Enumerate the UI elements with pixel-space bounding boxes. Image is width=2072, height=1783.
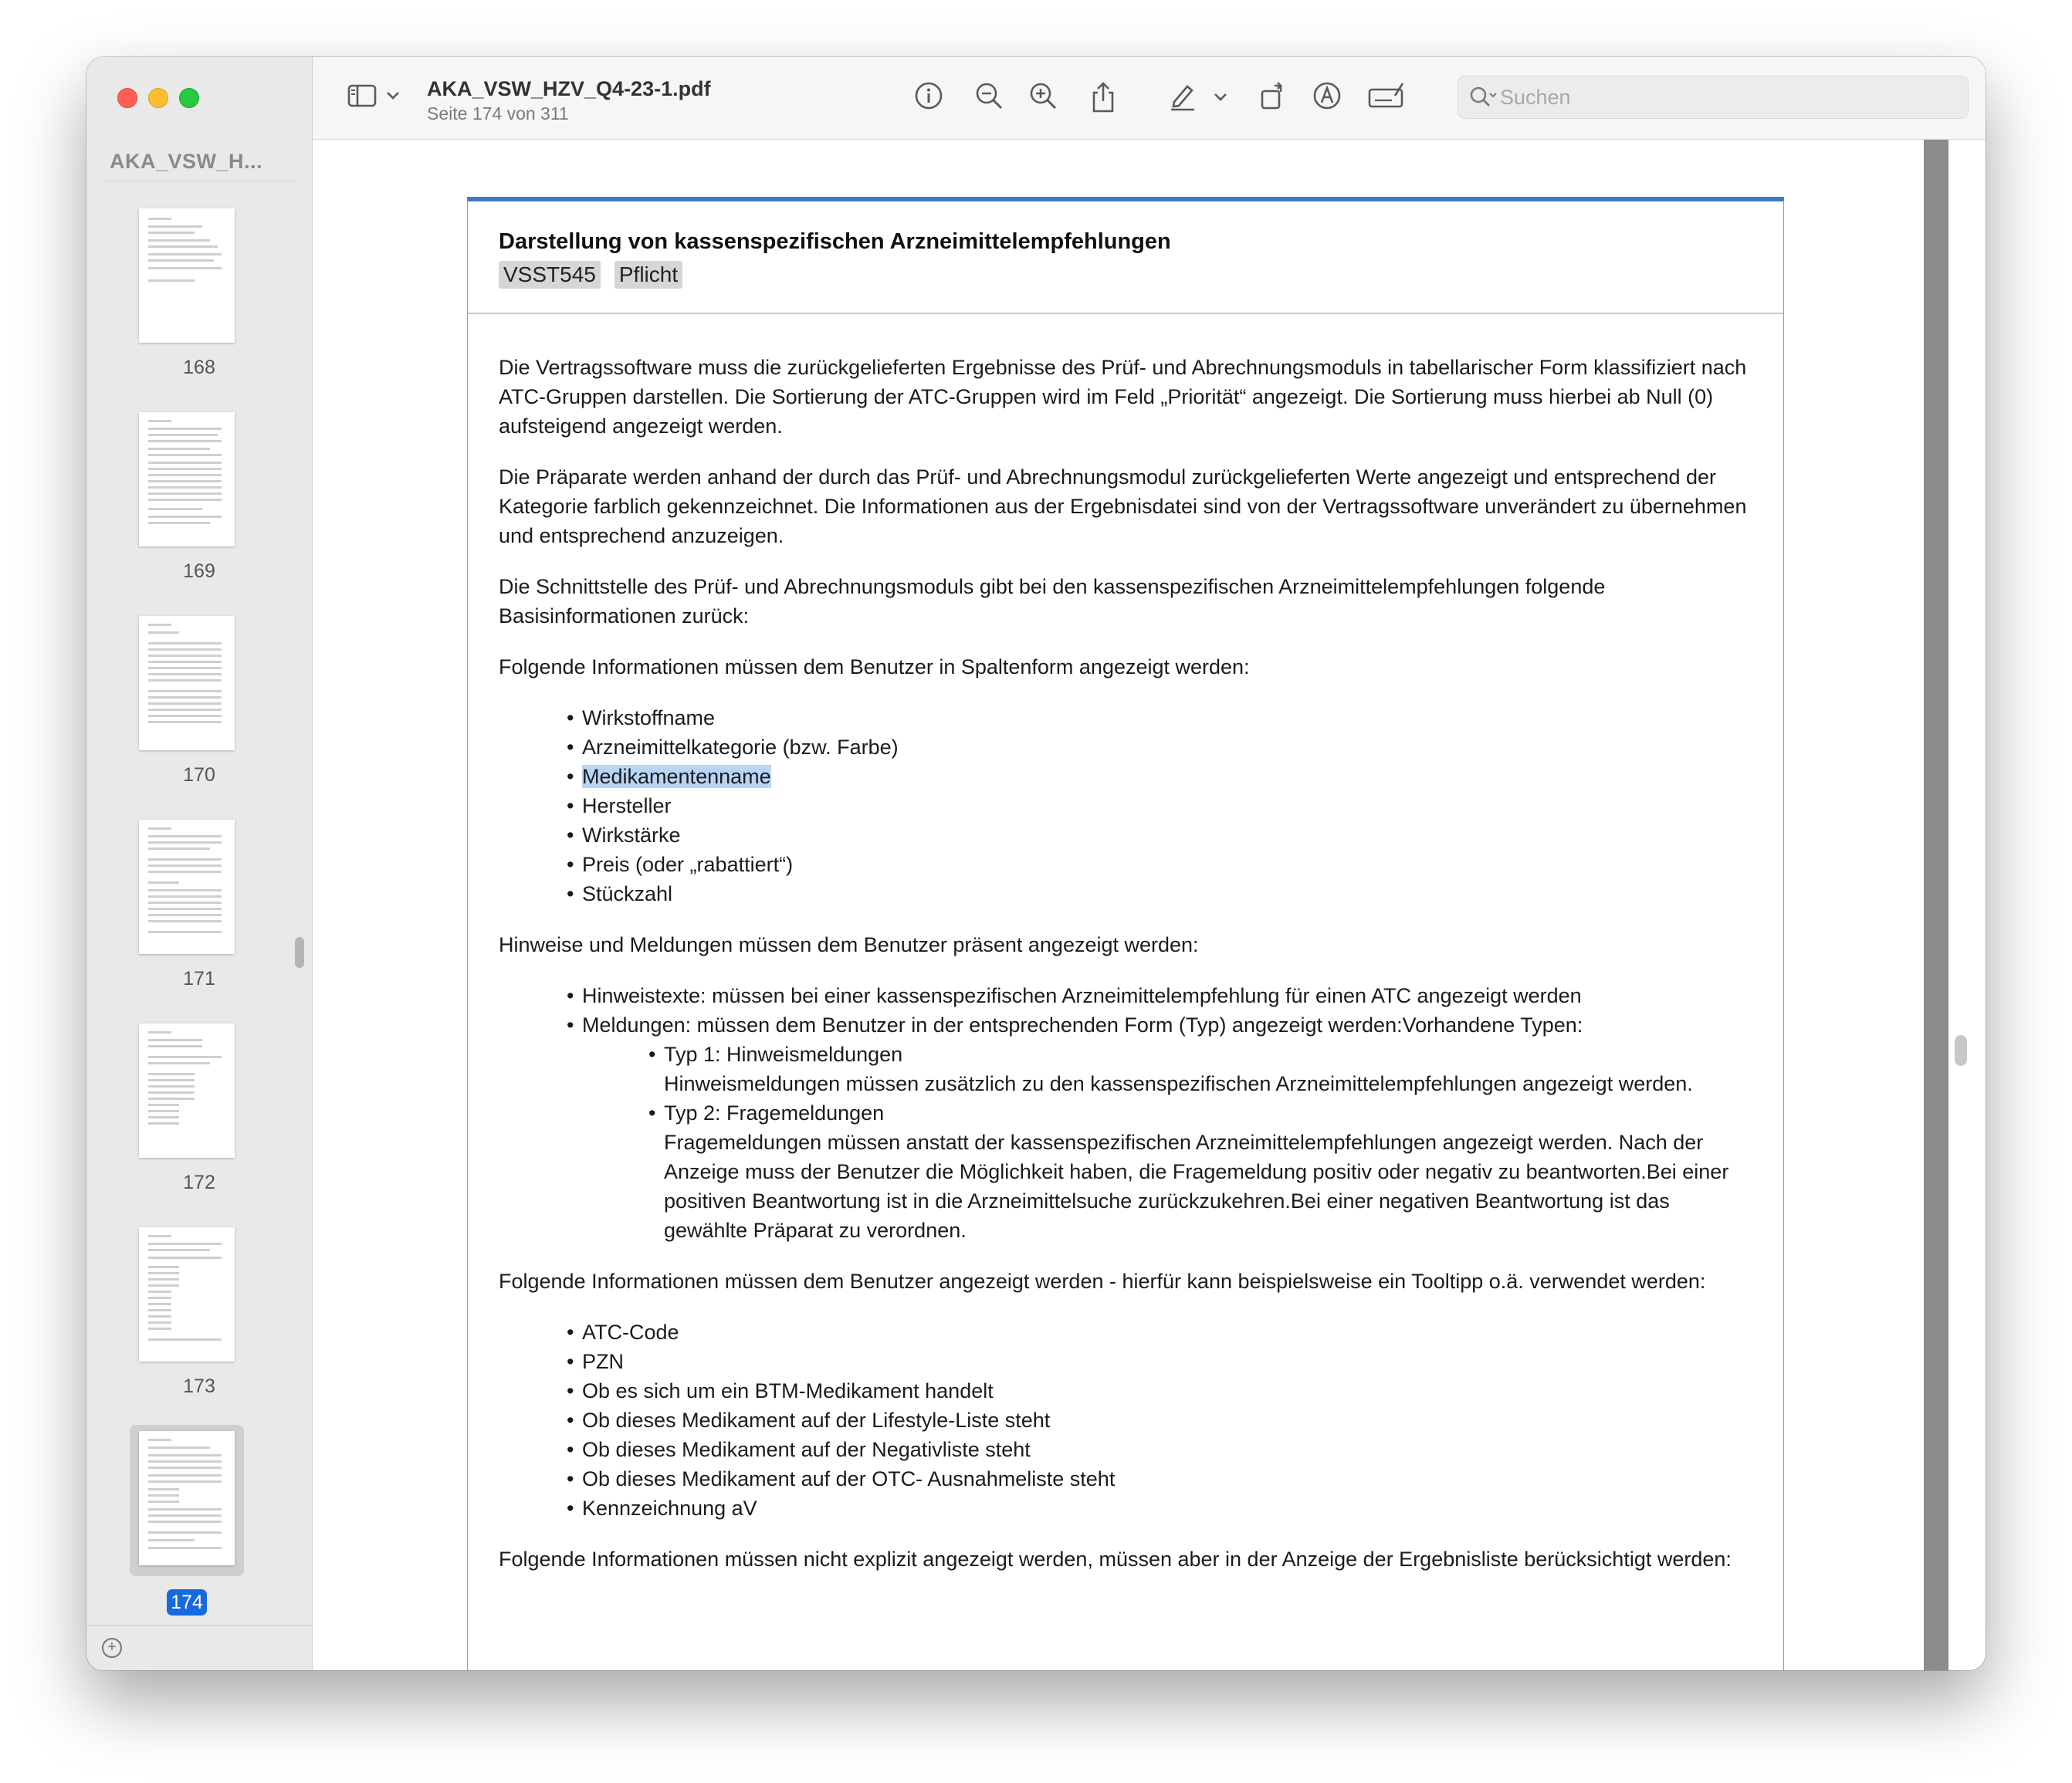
- thumbnail-label: 168: [183, 357, 215, 378]
- highlighter-icon[interactable]: [1166, 80, 1197, 111]
- list-item: • Stückzahl: [582, 879, 1752, 908]
- requirement-type-tag: Pflicht: [614, 261, 682, 289]
- document-filename: AKA_VSW_HZV_Q4-23-1.pdf: [427, 77, 711, 100]
- list-item-text: Meldungen: müssen dem Benutzer in der entsprechenden Form (Typ) angezeigt werden:Vorhandene Typen:: [582, 1013, 1583, 1037]
- sidebar-scrollbar[interactable]: [295, 937, 304, 968]
- close-window-button[interactable]: [117, 88, 137, 108]
- rotate-icon[interactable]: [1258, 80, 1288, 111]
- list-item: • Ob dieses Medikament auf der Negativliste steht: [582, 1435, 1752, 1464]
- sidebar-footer: [86, 1625, 312, 1670]
- search-placeholder: Suchen: [1500, 86, 1571, 109]
- type-description: Hinweismeldungen müssen zusätzlich zu den kassenspezifischen Arzneimittelempfehlungen angezeigt werden.: [664, 1072, 1693, 1095]
- list-item: • Wirkstoffname: [582, 703, 1752, 732]
- requirement-body: [499, 353, 1752, 1595]
- markup-icon[interactable]: [1312, 80, 1342, 111]
- toolbar: [313, 57, 1986, 140]
- list-item: • Hinweistexte: müssen bei einer kassenspezifischen Arzneimittelempfehlung für einen ATC angezeigt werden: [582, 981, 1752, 1010]
- paragraph: Folgende Informationen müssen dem Benutzer angezeigt werden - hierfür kann beispielsweise ein Tooltipp o.ä. verwendet werden:: [499, 1270, 1706, 1293]
- page-thumbnail: [139, 820, 235, 954]
- paragraph: Die Schnittstelle des Prüf- und Abrechnungsmoduls gibt bei den kassenspezifischen Arzneimittelempfehlungen folgende Basisinformationen zurück:: [499, 575, 1606, 628]
- page-thumbnail: [139, 616, 235, 750]
- thumbnail-label: 170: [183, 764, 215, 786]
- list-item: • Kennzeichnung aV: [582, 1494, 1752, 1523]
- list-item: • Ob dieses Medikament auf der OTC- Ausnahmeliste steht: [582, 1464, 1752, 1494]
- paragraph: Die Vertragssoftware muss die zurückgelieferten Ergebnisse des Prüf- und Abrechnungsmoduls in tabellarischer Form klassifiziert nach ATC-Gruppen darstellen. Die Sortierung der ATC-Gruppen wird im Feld „Priorität“ angezeigt. Die Sortierung muss hierbei ab Null (0) aufsteigend angezeigt werden.: [499, 356, 1747, 438]
- zoom-out-icon[interactable]: [973, 80, 1004, 111]
- thumbnail-sidebar: [86, 57, 313, 1670]
- page-thumbnail: [139, 412, 235, 546]
- page-thumbnail: [139, 208, 235, 343]
- share-icon[interactable]: [1088, 80, 1119, 111]
- type-description: Fragemeldungen müssen anstatt der kassenspezifischen Arzneimittelempfehlungen angezeigt werden. Nach der Anzeige muss der Benutzer die Möglichkeit haben, die Fragemeldung positiv oder negativ zu beantworten.Bei einer positiven Beantwortung ist in die Arzneimittelsuche zurückzukehren.Bei einer negativen Beantwortung ist das gewählte Präparat zu verordnen.: [664, 1131, 1729, 1242]
- selected-page-badge: 174: [167, 1589, 207, 1616]
- thumbnail-168[interactable]: [86, 208, 312, 386]
- thumbnail-label: 172: [183, 1172, 215, 1193]
- paragraph: Folgende Informationen müssen nicht explizit angezeigt werden, müssen aber in der Anzeige der Ergebnisliste berücksichtigt werden:: [499, 1548, 1732, 1571]
- paragraph: Hinweise und Meldungen müssen dem Benutzer präsent angezeigt werden:: [499, 933, 1199, 956]
- thumbnail-169[interactable]: [86, 412, 312, 590]
- header-divider: [468, 313, 1783, 314]
- paragraph: Folgende Informationen müssen dem Benutzer in Spaltenform angezeigt werden:: [499, 655, 1250, 678]
- notice-list: [499, 981, 1752, 1245]
- thumbnail-172[interactable]: [86, 1023, 312, 1201]
- message-type-list: [582, 1040, 1752, 1245]
- fullscreen-window-button[interactable]: [179, 88, 199, 108]
- redact-icon[interactable]: [1367, 80, 1406, 111]
- page-thumbnail: [139, 1431, 235, 1565]
- document-view[interactable]: [313, 140, 1986, 1670]
- add-page-icon[interactable]: +: [102, 1638, 122, 1658]
- thumbnail-170[interactable]: [86, 616, 312, 793]
- page-status: Seite 174 von 311: [427, 103, 569, 123]
- list-item: [664, 1040, 1752, 1098]
- list-item: • Wirkstärke: [582, 820, 1752, 850]
- list-item: • Hersteller: [582, 791, 1752, 820]
- paragraph: Die Präparate werden anhand der durch das Prüf- und Abrechnungsmodul zurückgelieferten Werte angezeigt und entsprechend der Kategorie farblich gekennzeichnet. Die Informationen aus der Ergebnisdatei sind von der Vertragssoftware unverändert zu übernehmen und entsprechend anzuzeigen.: [499, 465, 1747, 547]
- sidebar-toggle-icon[interactable]: [347, 80, 377, 111]
- thumbnail-173[interactable]: [86, 1227, 312, 1405]
- type-title: • Typ 1: Hinweismeldungen: [664, 1043, 903, 1066]
- info-icon[interactable]: [913, 80, 944, 111]
- requirement-id-tag: VSST545: [499, 261, 601, 289]
- list-item: • Preis (oder „rabattiert“): [582, 850, 1752, 879]
- chevron-down-icon[interactable]: [1213, 90, 1228, 120]
- zoom-in-icon[interactable]: [1028, 80, 1058, 111]
- text-selection: Medikamentenname: [582, 765, 771, 788]
- sidebar-title: AKA_VSW_H...: [110, 150, 263, 173]
- minimize-window-button[interactable]: [148, 88, 168, 108]
- thumbnail-171[interactable]: [86, 820, 312, 997]
- list-item: • Ob es sich um ein BTM-Medikament handelt: [582, 1376, 1752, 1406]
- list-item: • Ob dieses Medikament auf der Lifestyle-Liste steht: [582, 1406, 1752, 1435]
- requirement-tags: [499, 261, 1752, 289]
- pdf-page: [467, 197, 1784, 1670]
- thumbnail-label: 171: [183, 968, 215, 990]
- vertical-scrollbar[interactable]: [1955, 1035, 1967, 1066]
- search-icon: [1468, 84, 1498, 114]
- page-edge-shadow: [1924, 140, 1948, 1670]
- chevron-down-icon[interactable]: [385, 88, 401, 119]
- list-item: [582, 1010, 1752, 1245]
- page-thumbnail: [139, 1023, 235, 1158]
- search-field[interactable]: [1458, 76, 1969, 119]
- page-thumbnail: [139, 1227, 235, 1362]
- type-title: • Typ 2: Fragemeldungen: [664, 1101, 885, 1125]
- list-item: • Arzneimittelkategorie (bzw. Farbe): [582, 732, 1752, 762]
- list-item: [582, 762, 1752, 791]
- thumbnail-174[interactable]: [86, 1431, 312, 1570]
- list-item: • PZN: [582, 1347, 1752, 1376]
- list-item: • ATC-Code: [582, 1318, 1752, 1347]
- tooltip-info-list: [499, 1318, 1752, 1523]
- requirement-header: [499, 229, 1752, 289]
- thumbnail-label: 173: [183, 1375, 215, 1397]
- thumbnail-label: 169: [183, 560, 215, 582]
- requirement-title: Darstellung von kassenspezifischen Arzneimittelempfehlungen: [499, 229, 1171, 254]
- list-item: [664, 1098, 1752, 1245]
- column-info-list: [499, 703, 1752, 908]
- preview-window: [86, 57, 1986, 1670]
